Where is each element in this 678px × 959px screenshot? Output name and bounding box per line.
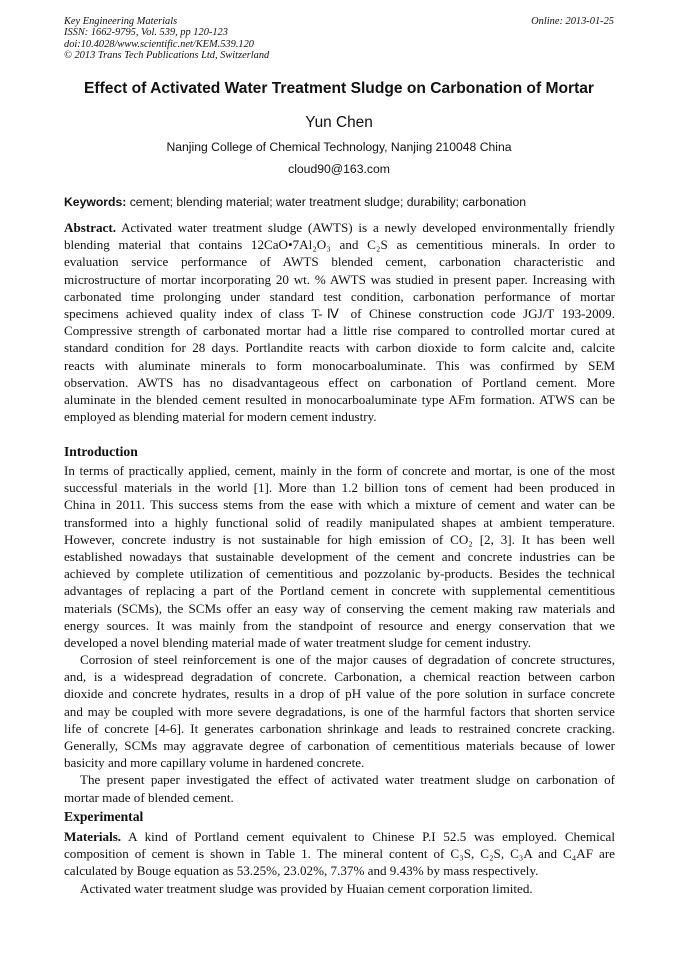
email: cloud90@163.com xyxy=(288,162,390,176)
experimental-line: Activated water treatment sludge was provided by Huaian cement corporation limited. xyxy=(80,880,533,896)
abstract-line: Compressive strength of carbonated mortar had a little rise compared to controlled mortar cured at xyxy=(64,323,615,339)
intro-line: transformed into a highly functional solid of readily manipulated shapes at ambient temperature. xyxy=(64,514,615,530)
abstract-line: standard condition for 28 days. Portlandite reacts with carbon dioxide to form calcite and, calcite xyxy=(64,340,615,356)
keywords-label: Keywords: xyxy=(64,195,127,209)
intro-line: mortar made of blended cement. xyxy=(64,789,234,805)
keywords xyxy=(64,195,616,209)
copyright: © 2013 Trans Tech Publications Ltd, Switzerland xyxy=(64,49,270,61)
abstract-line: observation. AWTS has no disadvantageous effect on carbonation of Portland cement. More xyxy=(64,374,615,390)
intro-line: successful materials in the world [1]. More than 1.2 billion tons of cement had been produced in xyxy=(64,480,615,496)
intro-line: developed a novel blending material made of water treatment sludge for cement industry. xyxy=(64,634,532,650)
experimental-line: composition of cement is shown in Table 1. The mineral content of C₃S, C₂S, C₃A and C₄AF are xyxy=(64,846,615,862)
intro-line: established nowadays that sustainable development of the cement and concrete industries can be xyxy=(64,548,615,564)
intro-line: energy sources. It was mainly from the standpoint of resource and energy conservation that we xyxy=(64,617,615,633)
abstract-line: specimens achieved quality index of class T-Ⅳ of Chinese construction code JGJ/T 193-2009. xyxy=(64,305,615,321)
experimental-body xyxy=(64,828,615,897)
abstract-line: reacts with aluminate minerals to form monocarboaluminate. This was confirmed by SEM xyxy=(64,357,615,373)
introduction-heading: Introduction xyxy=(64,444,138,459)
intro-line: advantages of replacing a part of the Portland cement in concrete with supplemental cementitious xyxy=(64,583,615,599)
journal-header xyxy=(64,16,269,61)
abstract-line: aluminate in the blended cement resulted in monocarboaluminate type AFm formation. ATWS can be xyxy=(64,391,615,407)
abstract-line: carbonated time prolonging under standard test condition, carbonation performance of mortar xyxy=(64,288,615,304)
intro-line: basicity and more capillary volume in hardened concrete. xyxy=(64,755,365,771)
experimental-heading: Experimental xyxy=(64,809,144,824)
intro-line: and may be coupled with more severe degradations, is one of the harmful factors that shorten service xyxy=(64,703,615,719)
abstract-line: employed as blending material for modern cement industry. xyxy=(64,409,377,425)
intro-line: Corrosion of steel reinforcement is one of the major causes of degradation of concrete structures, xyxy=(80,652,615,668)
paper-title: Effect of Activated Water Treatment Sludge on Carbonation of Mortar xyxy=(83,80,595,97)
experimental-line: Materials. A kind of Portland cement equivalent to Chinese P.I 52.5 was employed. Chemical xyxy=(64,829,615,844)
journal-name: Key Engineering Materials xyxy=(64,16,178,27)
issn: ISSN: 1662-9795, Vol. 539, pp 120-123 xyxy=(64,27,228,39)
intro-line: In terms of practically applied, cement, mainly in the form of concrete and mortar, is one of the most xyxy=(64,463,615,478)
abstract xyxy=(64,219,615,425)
intro-line: However, concrete industry is not sustainable for high emission of CO₂ [2, 3]. It has been well xyxy=(64,531,615,547)
introduction-body xyxy=(64,462,615,806)
keywords-text: cement; blending material; water treatment sludge; durability; carbonation xyxy=(126,195,527,209)
abstract-line: blending material that contains 12CaO•7Al₂O₃ and C₂S as cementitious minerals. In order to xyxy=(64,237,615,253)
materials-label: Materials. xyxy=(64,829,122,844)
intro-line: achieved by complete utilization of cementitious and pozzolanic by-products. Besides the technical xyxy=(64,566,615,582)
intro-line: dioxide and concrete hydrates, results in a drop of pH value of the pore solution in surface concrete xyxy=(64,686,615,702)
intro-line: and, is a widespread degradation of concrete. Carbonation, a chemical reaction between carbon xyxy=(64,669,615,685)
intro-line: The present paper investigated the effect of activated water treatment sludge on carbonation of xyxy=(80,772,615,788)
abstract-line: evaluation service performance of AWTS blended cement, carbonation characteristic and xyxy=(64,254,615,270)
experimental-line: calculated by Bouge equation as 53.25%, 23.02%, 7.37% and 9.43% by mass respectively. xyxy=(64,863,539,879)
abstract-line: Abstract. Activated water treatment sludge (AWTS) is a newly developed environmentally friendly xyxy=(64,220,615,235)
intro-line: China in 2011. This success stems from the ease with which a mixture of cement and water can be xyxy=(64,497,615,513)
intro-line: materials (SCMs), the SCMs offer an easy way of conserving the cement making raw materials and xyxy=(64,600,615,616)
online-date: Online: 2013-01-25 xyxy=(531,16,614,27)
intro-line: life of concrete [4-6]. It generates carbonation shrinkage and leads to restrained concrete cracking. xyxy=(64,720,615,736)
affiliation: Nanjing College of Chemical Technology, Nanjing 210048 China xyxy=(166,140,512,154)
doi: doi:10.4028/www.scientific.net/KEM.539.120 xyxy=(64,38,254,50)
intro-line: Generally, SCMs may aggravate degree of carbonation of cementitious materials because of lower xyxy=(64,738,615,753)
author: Yun Chen xyxy=(305,114,373,131)
abstract-label: Abstract. xyxy=(64,220,116,235)
abstract-line: microstructure of mortar incorporating 20 wt. % AWTS was studied in present paper. Increasing with xyxy=(64,271,615,287)
